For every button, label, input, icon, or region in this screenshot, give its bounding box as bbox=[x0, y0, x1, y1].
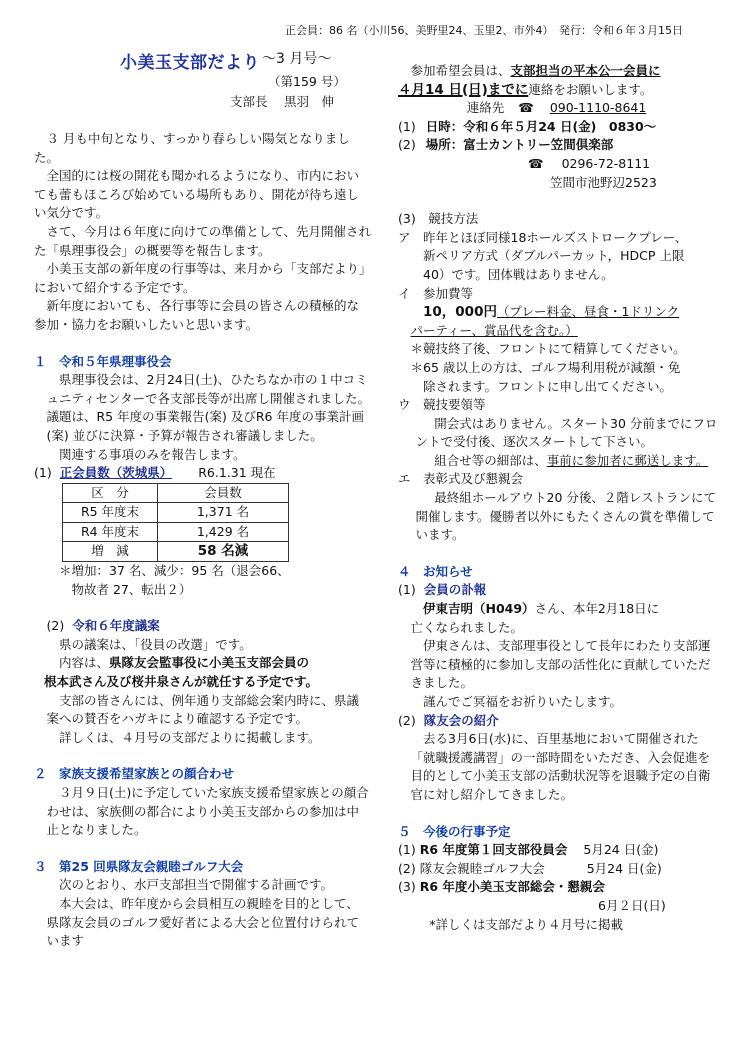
golf-contact-line-2 bbox=[398, 81, 720, 100]
author-line: 支部長 黒羽 伸 bbox=[230, 94, 334, 109]
golf-date: 日時：令和６年５月24 日(金) 0830～ bbox=[425, 118, 657, 134]
agenda-line-1: 県の議案は、「役員の改選」です。 bbox=[59, 636, 252, 652]
venue-tel-line bbox=[398, 155, 720, 174]
deadline-date: ４月14 日(日)までに bbox=[398, 81, 529, 98]
competition-heading: (3) 競技方法 bbox=[398, 211, 479, 227]
table-cell: R4 年度末 bbox=[63, 522, 158, 542]
item-number: (2) bbox=[398, 860, 416, 876]
table-row bbox=[63, 503, 289, 523]
procedure-text: 組合せ等の細部は、 bbox=[434, 452, 547, 468]
table-row bbox=[63, 522, 289, 542]
item-number: (1) bbox=[34, 465, 52, 481]
table-header-row bbox=[63, 483, 289, 503]
section-3-line-1: 次のとおり、水戸支部担当で開催する計画です。 bbox=[59, 877, 334, 893]
procedure-line-2 bbox=[398, 452, 720, 471]
section-3-line-2: 本大会は、昨年度から会員相互の親睦を目的として、県隊友会員のゴルフ愛好者による大会と位置付けられています bbox=[46, 895, 360, 949]
section-2-heading: ２ 家族支援希望家族との顔合わせ bbox=[34, 766, 235, 782]
item-number: (1) bbox=[398, 842, 416, 858]
issue-number: （第159 号） bbox=[268, 74, 346, 89]
table-row bbox=[63, 542, 289, 562]
introduction-title: 隊友会の紹介 bbox=[423, 712, 499, 728]
obituary-line-4: 謹んでご冥福をお祈りいたします。 bbox=[423, 694, 623, 709]
event-3-date: 6月２日(日) bbox=[598, 897, 666, 913]
golf-contact-line-1 bbox=[398, 62, 720, 81]
obituary-line-1 bbox=[398, 600, 720, 619]
section-4-heading: ４ お知らせ bbox=[398, 563, 473, 579]
item-number: (2) bbox=[398, 137, 416, 153]
header-info-line: 正会員：86 名（小川56、美野里24、玉里2、市外4） 発行：令和６年３月15日 bbox=[285, 24, 683, 37]
obituary-heading bbox=[398, 581, 720, 600]
contact-person: 支部担当の平本公一会員に bbox=[510, 63, 661, 78]
event-3 bbox=[398, 878, 720, 897]
section-1-body: 県理事役会は、2月24日(土)、ひたちなか市の１中コミュニティセンターで各支部長等が出席し開催されました。議題は、R5 年度の事業報告(案) 及びR6 年度の事業計画(案) 並びに決算・予算が報告され審議しました。 bbox=[46, 372, 371, 443]
table-cell: 1,371 名 bbox=[158, 503, 289, 523]
fee-line-1 bbox=[398, 303, 720, 322]
table-header-cell: 区 分 bbox=[63, 483, 158, 503]
members-note-1: ＊増加：37 名、減少：95 名（退会66、 bbox=[59, 563, 290, 579]
table-cell: 58 名減 bbox=[158, 542, 289, 562]
section-3-heading: ３ 第25 回県隊友会親睦ゴルフ大会 bbox=[34, 858, 244, 874]
contact-text: 連絡をお願いします。 bbox=[528, 81, 653, 97]
procedure-heading: ウ 競技要領等 bbox=[398, 397, 486, 413]
phone-icon: ☎ bbox=[528, 155, 544, 171]
event-date: 5月24 日(金) bbox=[583, 842, 659, 858]
fee-line-2: パーティー、賞品代を含む。） bbox=[410, 322, 578, 338]
event-title: R6 年度小美玉支部総会・懇親会 bbox=[419, 879, 605, 895]
agenda-line-4: 支部の皆さんには、例年通り支部総会案内時に、県議案への賛否をハガキにより確認する予定です。 bbox=[46, 692, 360, 727]
agenda-title: 令和６年度議案 bbox=[72, 618, 160, 634]
procedure-underlined: 事前に参加者に郵送します。 bbox=[546, 452, 709, 468]
members-count-table bbox=[62, 483, 289, 562]
contact-label: 連絡先 bbox=[466, 100, 505, 116]
intro-para-5: 新年度においても、各行事等に会員の皆さんの積極的な参加・協力をお願いしたいと思います。 bbox=[34, 298, 360, 332]
fee-note-2: ＊65 歳以上の方は、ゴルフ場利用税が減額・免 bbox=[410, 359, 681, 375]
agenda-line-5: 詳しくは、４月号の支部だよりに掲載します。 bbox=[59, 729, 321, 745]
agenda-line-2 bbox=[34, 654, 371, 673]
venue-tel: 0296-72-8111 bbox=[561, 155, 651, 171]
section-1-body-2: 関連する事項のみを報告します。 bbox=[59, 446, 246, 462]
competition-a-2: 新ペリア方式（ダブルパーカット，HDCP 上限 bbox=[423, 248, 685, 264]
golf-venue: 場所：富士カントリー笠間倶楽部 bbox=[425, 137, 614, 153]
award-heading: エ 表彰式及び懇親会 bbox=[398, 471, 524, 487]
golf-venue-line bbox=[398, 136, 720, 155]
intro-para-2: 全国的には桜の開花も聞かれるようになり、市内においても蕾もほころび始めている場所もあり、開花が待ち遠しい気分です。 bbox=[34, 168, 360, 221]
introduction-body: 去る3月6日(水)に、百里基地において開催された「就職援護講習」の一部時間をいただき、入会促進を目的として小美玉支部の活動状況等を退職予定の自衛官に対し紹介してきました。 bbox=[410, 731, 711, 802]
event-date: 5月24 日(金) bbox=[586, 860, 662, 876]
introduction-heading bbox=[398, 712, 720, 731]
fee-note-2b: 除されます。フロントに申し出てください。 bbox=[423, 378, 673, 394]
members-count-title: 正会員数（茨城県） bbox=[59, 465, 173, 481]
intro-para-4: 小美玉支部の新年度の行事等は、来月から「支部だより」において紹介する予定です。 bbox=[34, 261, 366, 295]
table-cell: 増 減 bbox=[63, 542, 158, 562]
agenda-bold-text: 県隊友会監事役に小美玉支部会員の bbox=[109, 655, 310, 671]
event-1 bbox=[398, 841, 720, 860]
newsletter-month: ～3 月号～ bbox=[262, 51, 332, 67]
right-column bbox=[398, 62, 720, 934]
phone-icon: ☎ bbox=[518, 100, 534, 116]
competition-a-3: 40）です。団体戦はありません。 bbox=[423, 266, 614, 282]
members-count-date: R6.1.31 現在 bbox=[198, 465, 276, 481]
event-title: R6 年度第１回支部役員会 bbox=[419, 842, 568, 858]
item-number: (1) bbox=[398, 118, 416, 134]
event-title: 隊友会親睦ゴルフ大会 bbox=[419, 860, 545, 876]
table-header-cell: 会員数 bbox=[158, 483, 289, 503]
table-cell: 1,429 名 bbox=[158, 522, 289, 542]
members-count-heading bbox=[34, 464, 371, 483]
newsletter-title: 小美玉支部だより bbox=[120, 53, 260, 73]
intro-para-3: さて、今月は６年度に向けての準備として、先月開催された「県理事役会」の概要等を報告します。 bbox=[34, 223, 372, 258]
section-5-heading: ５ 今後の行事予定 bbox=[398, 823, 511, 839]
table-cell: R5 年度末 bbox=[63, 503, 158, 523]
event-note: *詳しくは支部だより４月号に掲載 bbox=[429, 916, 624, 932]
item-number: (2) bbox=[46, 618, 65, 634]
agenda-text: 内容は、 bbox=[59, 655, 110, 671]
item-number: (2) bbox=[398, 712, 416, 728]
contact-text: 参加希望会員は、 bbox=[410, 63, 511, 78]
obituary-line-3: 伊東さんは、支部理事役として長年にわたり支部運営等に積極的に参加し支部の活性化に貢献していただきました。 bbox=[410, 638, 711, 691]
intro-para-1: ３ 月も中旬となり、すっかり春らしい陽気となりました。 bbox=[34, 131, 350, 165]
fee-amount: 10，000円 bbox=[423, 304, 497, 321]
obituary-line-2: 亡くなられました。 bbox=[410, 619, 524, 635]
obituary-text: さん、本年2月18日に bbox=[534, 601, 660, 617]
members-note-2: 物故者 27、転出２） bbox=[71, 581, 192, 597]
item-number: (3) bbox=[398, 879, 416, 895]
contact-tel-line bbox=[398, 99, 720, 118]
fee-detail: （プレー料金、昼食・1ドリンク bbox=[496, 304, 680, 320]
section-2-body: ３月９日(土)に予定していた家族支援希望家族との顔合わせは、家族側の都合により小美玉支部からの参加は中止となりました。 bbox=[46, 785, 369, 838]
fee-heading: イ 参加費等 bbox=[398, 285, 474, 301]
venue-address: 笠間市池野辺2523 bbox=[550, 174, 657, 190]
agenda-line-3: 根本武さん及び桜井泉さんが就任する予定です。 bbox=[44, 674, 319, 690]
obituary-name: 伊東吉明（H049） bbox=[423, 601, 535, 617]
fee-note-1: ＊競技終了後、フロントにて精算してください。 bbox=[410, 341, 686, 357]
event-2 bbox=[398, 860, 720, 879]
left-column bbox=[34, 130, 371, 951]
contact-tel: 090-1110-8641 bbox=[549, 100, 647, 116]
agenda-heading bbox=[34, 617, 371, 636]
procedure-line-1: 開会式はありません。スタート30 分前までにフロントで受付後、逐次スタートして下さい。 bbox=[415, 415, 718, 450]
golf-date-line bbox=[398, 118, 720, 137]
item-number: (1) bbox=[398, 582, 416, 598]
award-line: 最終組ホールアウト20 分後、２階レストランにて開催します。優勝者以外にもたくさんの賞を準備しています。 bbox=[415, 490, 717, 543]
competition-a-1: ア 昨年とほぼ同様18ホールズストロークプレー、 bbox=[398, 229, 688, 245]
section-1-heading: １ 令和５年県理事役会 bbox=[34, 353, 172, 369]
obituary-title: 会員の訃報 bbox=[423, 582, 487, 598]
